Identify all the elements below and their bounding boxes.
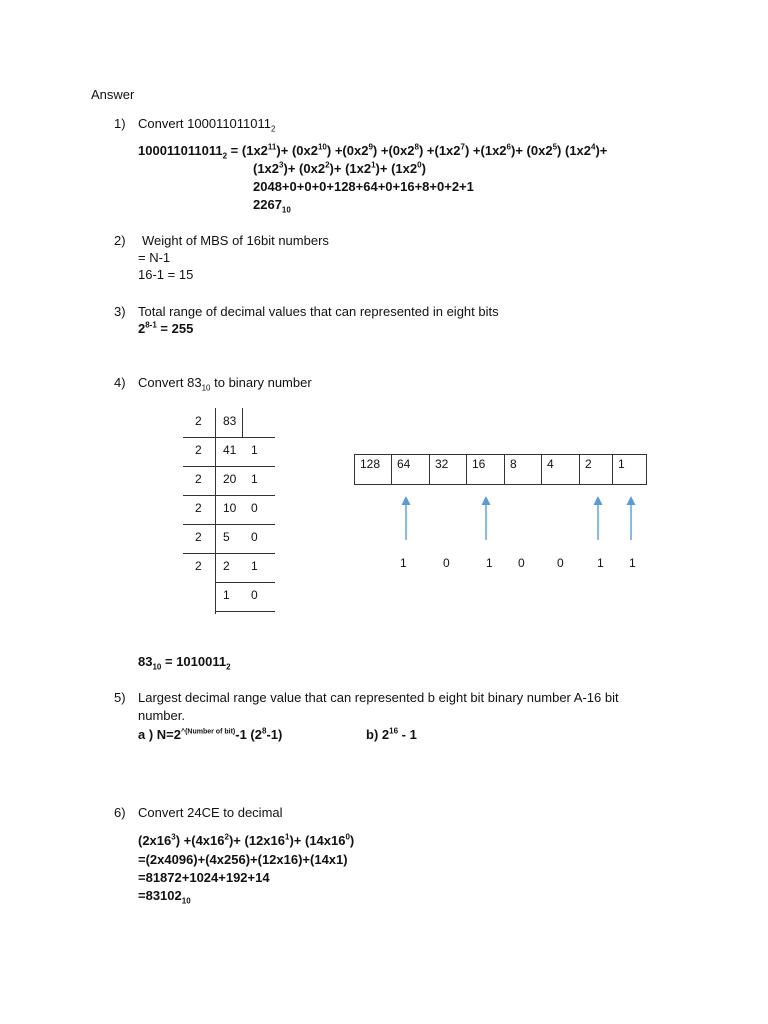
- q1-line2-term: $(1x2^3)+$: [253, 160, 300, 176]
- q6-line1: [138, 832, 354, 849]
- q1-number: 1): [114, 116, 126, 131]
- q6-line1-term: $(2x16^3)$ +: [138, 832, 192, 848]
- bit-value: 0: [443, 556, 450, 570]
- q1-line1-term: $(1x2^{11})+$: [241, 142, 292, 158]
- division-divisor: 2: [195, 414, 202, 428]
- division-separator: [215, 408, 216, 614]
- division-quotient: 10: [223, 501, 237, 515]
- place-value-table: [354, 454, 647, 485]
- division-remainder: 0: [251, 530, 258, 544]
- q1-line1-term: $(1x2^4)+$: [564, 142, 608, 158]
- q5-line2: number.: [138, 708, 185, 723]
- division-quotient: 20: [223, 472, 237, 486]
- division-divisor: 2: [195, 472, 202, 486]
- q1-title: Convert $100011011011_2$: [138, 116, 276, 134]
- q5-part-a: a ) $N=2^{\^{}(Number of bit)}-1$ $(2^8-1)$: [138, 726, 283, 742]
- q2-number: 2): [114, 233, 126, 248]
- place-value-cell: 64: [392, 455, 430, 485]
- q2-line2: 16-1 = 15: [138, 267, 194, 282]
- q3-title: Total range of decimal values that can represented in eight bits: [138, 304, 499, 319]
- place-value-cell: 16: [467, 455, 505, 485]
- q1-expansion-line1: $100011011011_2 = (1x2^{11})+ (0x2^{10}) +(0x2^9) +(0x2^8) +(1x2^7) +(1x2^6)+ (0x2^5)$ $(1x2^4)+$: [138, 142, 608, 161]
- division-remainder: 1: [251, 559, 258, 573]
- up-arrow-icon: [624, 496, 638, 540]
- place-value-cell: 4: [542, 455, 580, 485]
- division-quotient: 5: [223, 530, 230, 544]
- place-value-cell: 32: [430, 455, 467, 485]
- up-arrow-icon: [399, 496, 413, 540]
- q1-line1-term: $(0x2^{10})$ +: [291, 142, 343, 158]
- q1-line1-term: $(1x2^7)$ +: [434, 142, 481, 158]
- q1-result: $2267_{10}$: [253, 197, 291, 215]
- q6-line1-term: $(4x16^2)+$: [191, 832, 245, 848]
- q5-number: 5): [114, 690, 126, 705]
- bit-value: 0: [518, 556, 525, 570]
- division-remainder: 1: [251, 443, 258, 457]
- division-quotient: 41: [223, 443, 237, 457]
- division-remainder: 1: [251, 472, 258, 486]
- q6-line4: $=83102_{10}$: [138, 888, 191, 906]
- q6-line1-term: $(12x16^1)+$: [244, 832, 305, 848]
- q6-title: Convert 24CE to decimal: [138, 805, 283, 820]
- q1-expansion-line2: [253, 160, 426, 177]
- division-top-border: [242, 408, 243, 437]
- place-value-cell: 128: [355, 455, 392, 485]
- division-divisor: 2: [195, 559, 202, 573]
- q1-line1-term: $(1x2^6)+$: [480, 142, 527, 158]
- place-value-cell: 1: [613, 455, 647, 485]
- division-rule: [215, 611, 275, 612]
- division-quotient: 1: [223, 588, 230, 602]
- q1-line1-term: $(0x2^8)$ +: [388, 142, 435, 158]
- division-remainder: 0: [251, 588, 258, 602]
- q6-line2: =(2x4096)+(4x256)+(12x16)+(14x1): [138, 852, 348, 867]
- q3-answer: $2^{8-1} = 255$: [138, 320, 194, 336]
- place-value-cell: 8: [505, 455, 542, 485]
- q1-line1-term: $(0x2^5)$: [526, 142, 565, 158]
- q6-line1-term: $(14x16^0)$: [304, 832, 355, 848]
- bit-value: 0: [557, 556, 564, 570]
- q6-line3: =81872+1024+192+14: [138, 870, 270, 885]
- q1-sum-line: 2048+0+0+0+128+64+0+16+8+0+2+1: [253, 179, 474, 194]
- q4-title: Convert $83_{10}$ to binary number: [138, 375, 312, 393]
- bit-value: 1: [629, 556, 636, 570]
- division-quotient: 2: [223, 559, 230, 573]
- q6-number: 6): [114, 805, 126, 820]
- bit-value: 1: [597, 556, 604, 570]
- place-value-cell: 2: [580, 455, 613, 485]
- bit-value: 1: [400, 556, 407, 570]
- division-divisor: 2: [195, 530, 202, 544]
- q5-line1: Largest decimal range value that can represented b eight bit binary number A-16 bit: [138, 690, 619, 705]
- division-remainder: 0: [251, 501, 258, 515]
- q2-line1: = N-1: [138, 250, 171, 265]
- division-divisor: 2: [195, 501, 202, 515]
- division-quotient: 83: [223, 414, 237, 428]
- q1-line2-term: $(0x2^2)+$: [299, 160, 346, 176]
- q4-number: 4): [114, 375, 126, 390]
- page-heading: Answer: [91, 87, 135, 102]
- q4-answer: $83_{10} = 1010011_2$: [138, 654, 231, 672]
- q1-line2-term: $(1x2^0)$: [391, 160, 426, 176]
- q2-title: Weight of MBS of 16bit numbers: [142, 233, 329, 248]
- up-arrow-icon: [591, 496, 605, 540]
- bit-value: 1: [486, 556, 493, 570]
- up-arrow-icon: [479, 496, 493, 540]
- q5-part-b: b) $2^{16} - 1$: [366, 726, 417, 742]
- q1-line1-term: $(0x2^9)$ +: [342, 142, 389, 158]
- q1-line2-term: $(1x2^1)+$: [345, 160, 392, 176]
- q3-number: 3): [114, 304, 126, 319]
- division-divisor: 2: [195, 443, 202, 457]
